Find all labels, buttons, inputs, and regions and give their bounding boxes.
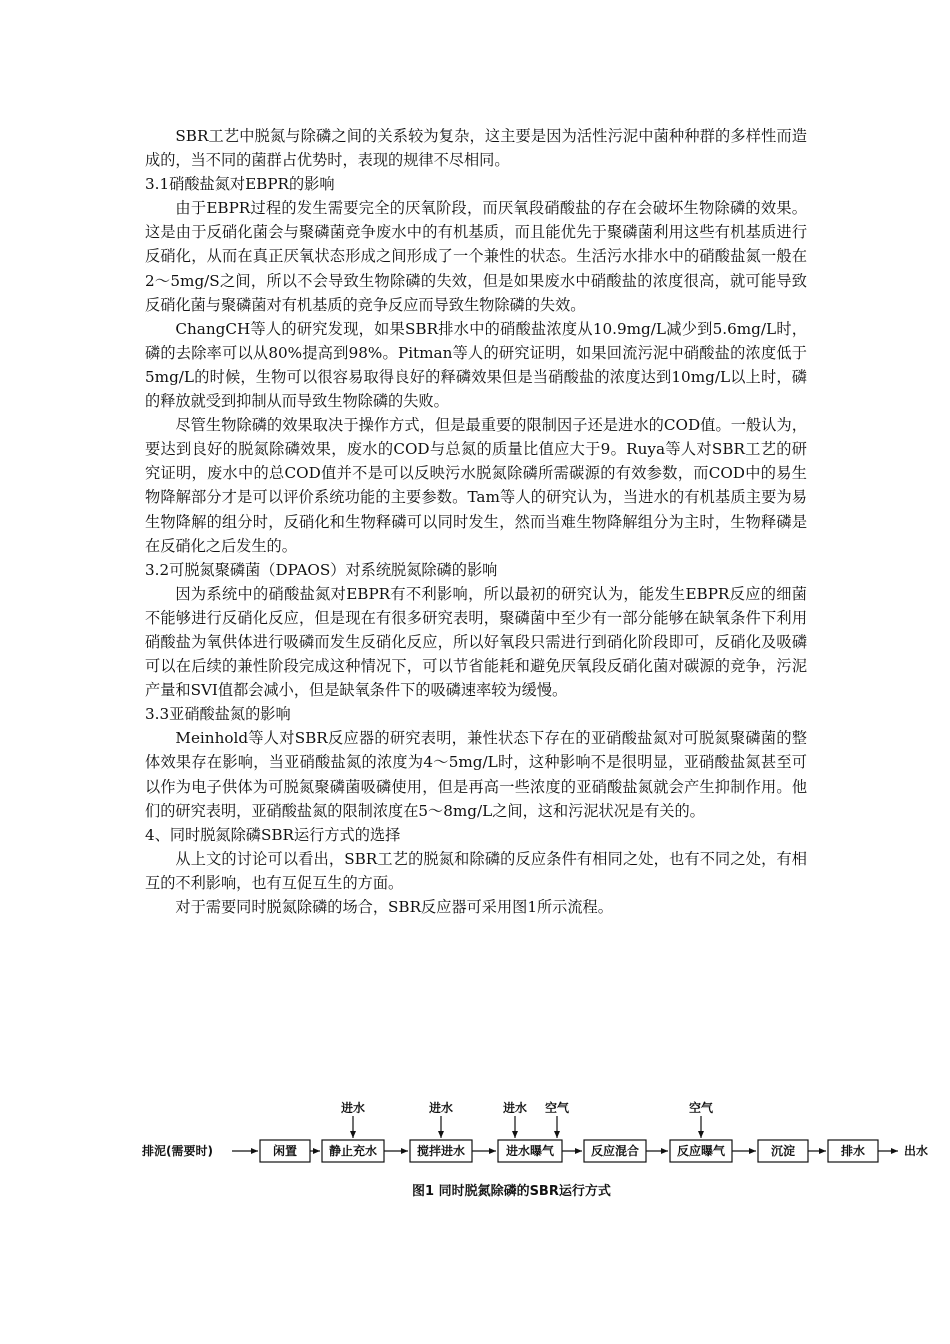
flow-step-static-fill bbox=[322, 1140, 384, 1162]
flow-step-react-mix bbox=[584, 1140, 646, 1162]
svg-text:沉淀: 沉淀 bbox=[770, 1144, 796, 1158]
figure-caption: 图1 同时脱氮除磷的SBR运行方式 bbox=[412, 1184, 611, 1199]
input-air-2 bbox=[689, 1100, 714, 1138]
svg-text:反应混合: 反应混合 bbox=[590, 1144, 640, 1158]
paragraph: 因为系统中的硝酸盐氮对EBPR有不利影响，所以最初的研究认为，能发生EBPR反应的细菌不能够进行反硝化反应，但是现在有很多研究表明，聚磷菌中至少有一部分能够在缺氧条件下利用硝酸盐为氧供体进行吸磷而发生反硝化反应，所以好氧段只需进行到硝化阶段即可，反硝化及吸磷可以在后续的兼性阶段完成这种情况下，可以节省能耗和避免厌氧段反硝化菌对碳源的竞争，污泥产量和SVI值都会减小，但是缺氧条件下的吸磷速率较为缓慢。 bbox=[145, 584, 807, 700]
svg-text:进水: 进水 bbox=[340, 1101, 366, 1115]
svg-text:静止充水: 静止充水 bbox=[328, 1144, 378, 1158]
paragraph: SBR工艺中脱氮与除磷之间的关系较为复杂，这主要是因为活性污泥中菌种种群的多样性而造成的，当不同的菌群占优势时，表现的规律不尽相同。 bbox=[145, 127, 807, 170]
document-body bbox=[145, 124, 807, 919]
svg-text:进水: 进水 bbox=[428, 1101, 454, 1115]
flow-step-idle bbox=[260, 1140, 310, 1162]
input-influent-3 bbox=[502, 1100, 527, 1138]
input-influent-1 bbox=[340, 1100, 365, 1138]
paragraph: ChangCH等人的研究发现，如果SBR排水中的硝酸盐浓度从10.9mg/L减少到5.6mg/L时，磷的去除率可以从80%提高到98%。Pitman等人的研究证明，如果回流污泥中硝酸盐的浓度低于5mg/L的时候，生物可以很容易取得良好的释磷效果但是当硝酸盐的浓度达到10mg/L以上时，磷的释放就受到抑制从而导致生物除磷的失败。 bbox=[145, 319, 807, 411]
svg-text:搅拌进水: 搅拌进水 bbox=[416, 1144, 466, 1158]
paragraph: 从上文的讨论可以看出，SBR工艺的脱氮和除磷的反应条件有相同之处，也有不同之处，有相互的不利影响，也有互促互生的方面。 bbox=[145, 849, 807, 892]
input-air-1 bbox=[545, 1100, 570, 1138]
section-heading: 3.2可脱氮聚磷菌（DPAOS）对系统脱氮除磷的影响 bbox=[145, 560, 498, 579]
svg-text:空气: 空气 bbox=[544, 1101, 570, 1115]
svg-text:反应曝气: 反应曝气 bbox=[676, 1144, 726, 1158]
input-influent-2 bbox=[428, 1100, 453, 1138]
flow-step-drain bbox=[828, 1140, 878, 1162]
paragraph: 由于EBPR过程的发生需要完全的厌氧阶段，而厌氧段硝酸盐的存在会破坏生物除磷的效果。这是由于反硝化菌会与聚磷菌竞争废水中的有机基质，而且能优先于聚磷菌利用这些有机基质进行反硝化，从而在真正厌氧状态形成之间形成了一个兼性的状态。生活污水排水中的硝酸盐氮一般在2～5mg/S之间，所以不会导致生物除磷的失效，但是如果废水中硝酸盐的浓度很高，就可能导致反硝化菌与聚磷菌对有机基质的竞争反应而导致生物除磷的失效。 bbox=[145, 199, 807, 314]
svg-text:进水: 进水 bbox=[502, 1101, 528, 1115]
flow-step-mixed-fill bbox=[410, 1140, 472, 1162]
svg-text:排水: 排水 bbox=[840, 1144, 866, 1158]
section-heading: 3.3亚硝酸盐氮的影响 bbox=[145, 705, 291, 724]
svg-text:空气: 空气 bbox=[688, 1101, 714, 1115]
section-heading: 4、同时脱氮除磷SBR运行方式的选择 bbox=[145, 825, 401, 844]
sbr-flow-diagram bbox=[142, 1092, 942, 1204]
effluent-label: 出水 bbox=[904, 1144, 929, 1158]
paragraph: Meinhold等人对SBR反应器的研究表明，兼性状态下存在的亚硝酸盐氮对可脱氮聚磷菌的整体效果存在影响，当亚硝酸盐氮的浓度为4～5mg/L时，这种影响不是很明显，亚硝酸盐氮甚至可以作为电子供体为可脱氮聚磷菌吸磷使用，但是再高一些浓度的亚硝酸盐氮就会产生抑制作用。他们的研究表明，亚硝酸盐氮的限制浓度在5～8mg/L之间，这和污泥状况是有关的。 bbox=[145, 729, 807, 820]
flow-step-aerated-fill bbox=[498, 1140, 562, 1162]
svg-text:闲置: 闲置 bbox=[272, 1144, 298, 1158]
section-heading: 3.1硝酸盐氮对EBPR的影响 bbox=[145, 175, 335, 194]
flow-step-react-aerate bbox=[670, 1140, 732, 1162]
flow-step-settle bbox=[758, 1140, 808, 1162]
svg-text:进水曝气: 进水曝气 bbox=[505, 1144, 555, 1158]
paragraph: 对于需要同时脱氮除磷的场合，SBR反应器可采用图1所示流程。 bbox=[175, 898, 613, 916]
paragraph: 尽管生物除磷的效果取决于操作方式，但是最重要的限制因子还是进水的COD值。一般认为，要达到良好的脱氮除磷效果，废水的COD与总氮的质量比值应大于9。Ruya等人对SBR工艺的研究证明，废水中的总COD值并不是可以反映污水脱氮除磷所需碳源的有效参数，而COD中的易生物降解部分才是可以评价系统功能的主要参数。Tam等人的研究认为，当进水的有机基质主要为易生物降解的组分时，反硝化和生物释磷可以同时发生，然而当难生物降解组分为主时，生物释磷是在反硝化之后发生的。 bbox=[145, 416, 807, 555]
sludge-discharge-label: 排泥(需要时) bbox=[142, 1144, 213, 1158]
